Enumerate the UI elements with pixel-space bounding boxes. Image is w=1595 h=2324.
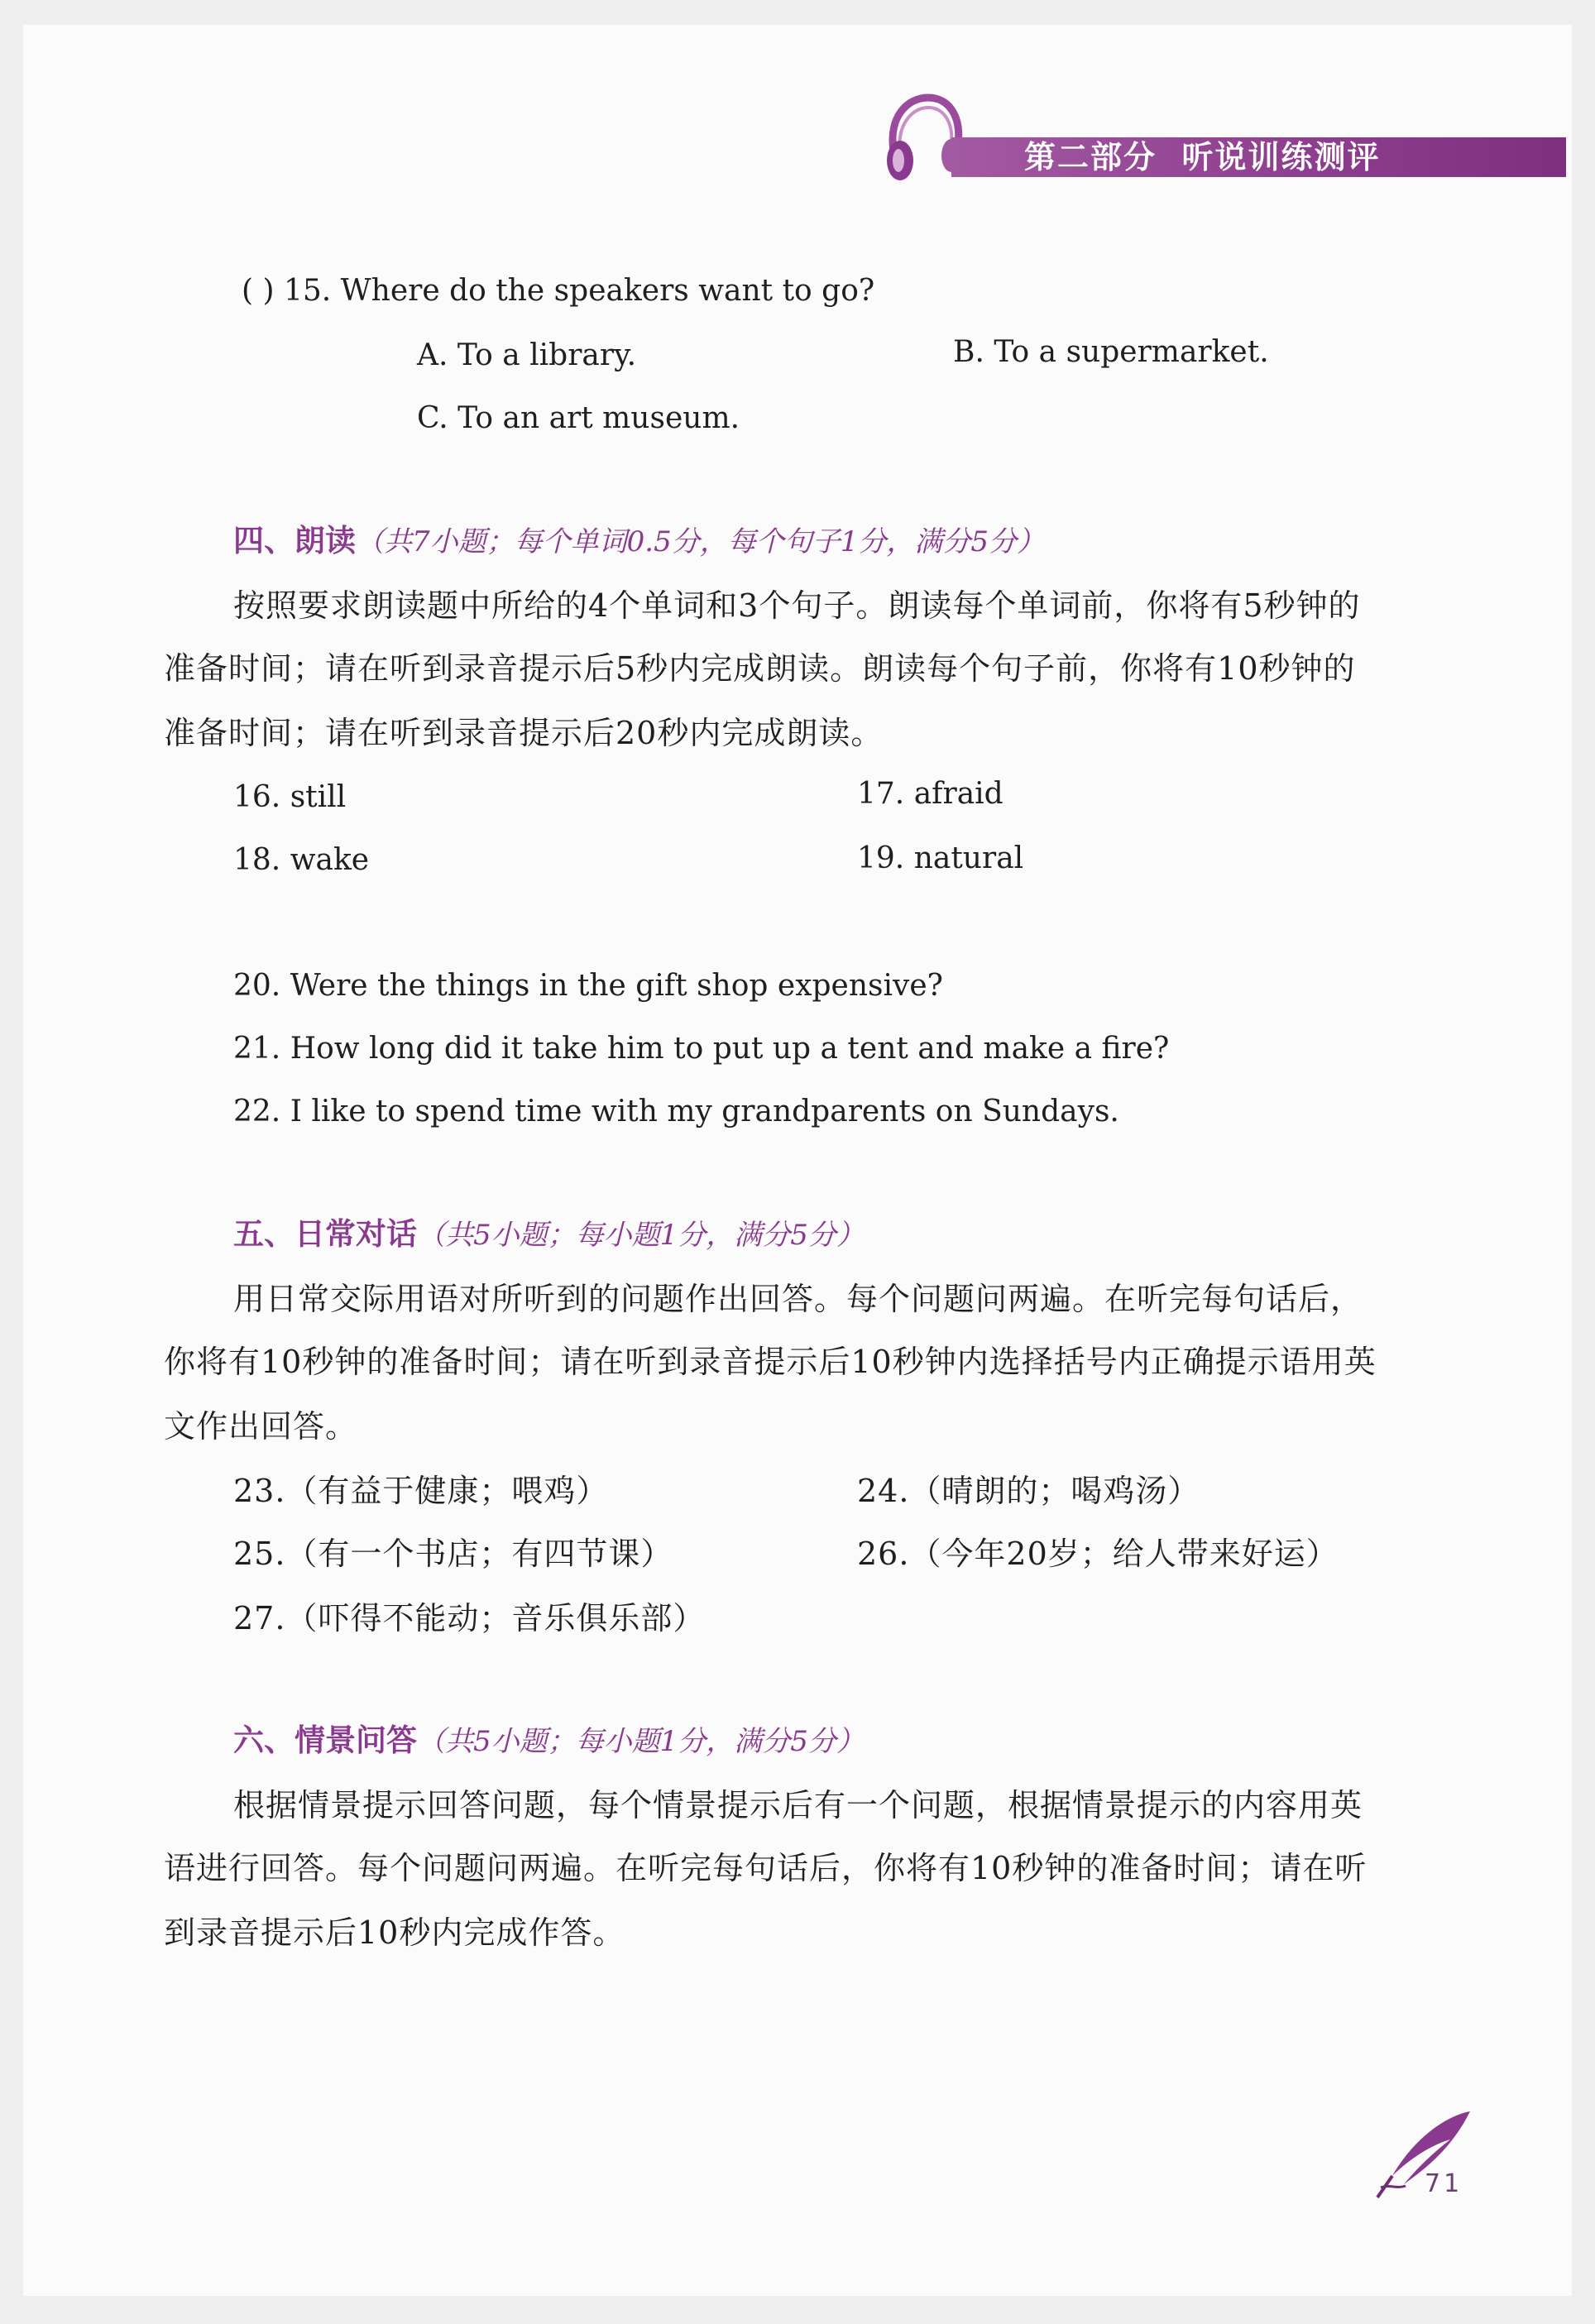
section-6-instruction-line: 语进行回答。每个问题问两遍。在听完每句话后，你将有10秒钟的准备时间；请在听 bbox=[164, 1850, 1367, 1886]
section-5-title: 五、日常对话 bbox=[233, 1216, 417, 1252]
section-4-heading bbox=[233, 523, 1045, 560]
question-15-option-a: A. To a library. bbox=[417, 338, 637, 372]
sentence-item: 21. How long did it take him to put up a tent and make a fire? bbox=[233, 1032, 1170, 1066]
section-4-instruction-line: 按照要求朗读题中所给的4个单词和3个句子。朗读每个单词前，你将有5秒钟的 bbox=[233, 587, 1361, 624]
section-5-note: （共5小题；每小题1分，满分5分） bbox=[417, 1219, 865, 1252]
section-4-note: （共7小题；每个单词0.5分，每个句子1分，满分5分） bbox=[356, 525, 1045, 558]
word-item: 18. wake bbox=[233, 843, 370, 877]
section-4-instruction-line: 准备时间；请在听到录音提示后5秒内完成朗读。朗读每个句子前，你将有10秒钟的 bbox=[164, 650, 1356, 687]
word-item: 17. afraid bbox=[857, 777, 1003, 811]
sentence-item: 22. I like to spend time with my grandparents on Sundays. bbox=[233, 1095, 1119, 1128]
page bbox=[23, 25, 1572, 2296]
question-15-option-b: B. To a supermarket. bbox=[953, 335, 1269, 369]
section-6-heading bbox=[233, 1723, 865, 1760]
dialogue-item: 24.（晴朗的；喝鸡汤） bbox=[857, 1473, 1200, 1509]
section-5-instruction-line: 用日常交际用语对所听到的问题作出回答。每个问题问两遍。在听完每句话后， bbox=[233, 1281, 1363, 1317]
dialogue-item: 25.（有一个书店；有四节课） bbox=[233, 1536, 673, 1572]
section-5-instruction-line: 文作出回答。 bbox=[164, 1408, 358, 1445]
section-5-instruction-line: 你将有10秒钟的准备时间；请在听到录音提示后10秒钟内选择括号内正确提示语用英 bbox=[164, 1344, 1377, 1380]
dialogue-item: 27.（吓得不能动；音乐俱乐部） bbox=[233, 1600, 706, 1636]
question-15-option-c: C. To an art museum. bbox=[417, 401, 740, 435]
section-6-instruction-line: 到录音提示后10秒内完成作答。 bbox=[164, 1914, 625, 1951]
section-6-note: （共5小题；每小题1分，满分5分） bbox=[417, 1725, 865, 1758]
section-6-instruction-line: 根据情景提示回答问题，每个情景提示后有一个问题，根据情景提示的内容用英 bbox=[233, 1787, 1363, 1823]
word-item: 16. still bbox=[233, 780, 347, 814]
section-5-heading bbox=[233, 1216, 865, 1253]
question-15-stem: ( ) 15. Where do the speakers want to go? bbox=[242, 274, 875, 308]
word-item: 19. natural bbox=[857, 841, 1024, 875]
section-4-instruction-line: 准备时间；请在听到录音提示后20秒内完成朗读。 bbox=[164, 715, 884, 751]
sentence-item: 20. Were the things in the gift shop expensive? bbox=[233, 969, 943, 1003]
section-6-title: 六、情景问答 bbox=[233, 1723, 417, 1758]
section-4-title: 四、朗读 bbox=[233, 523, 356, 558]
dialogue-item: 23.（有益于健康；喂鸡） bbox=[233, 1473, 609, 1509]
dialogue-item: 26.（今年20岁；给人带来好运） bbox=[857, 1536, 1339, 1572]
section-header-title: 第二部分 听说训练测评 bbox=[1024, 139, 1381, 175]
page-number: 71 bbox=[1425, 2169, 1463, 2198]
